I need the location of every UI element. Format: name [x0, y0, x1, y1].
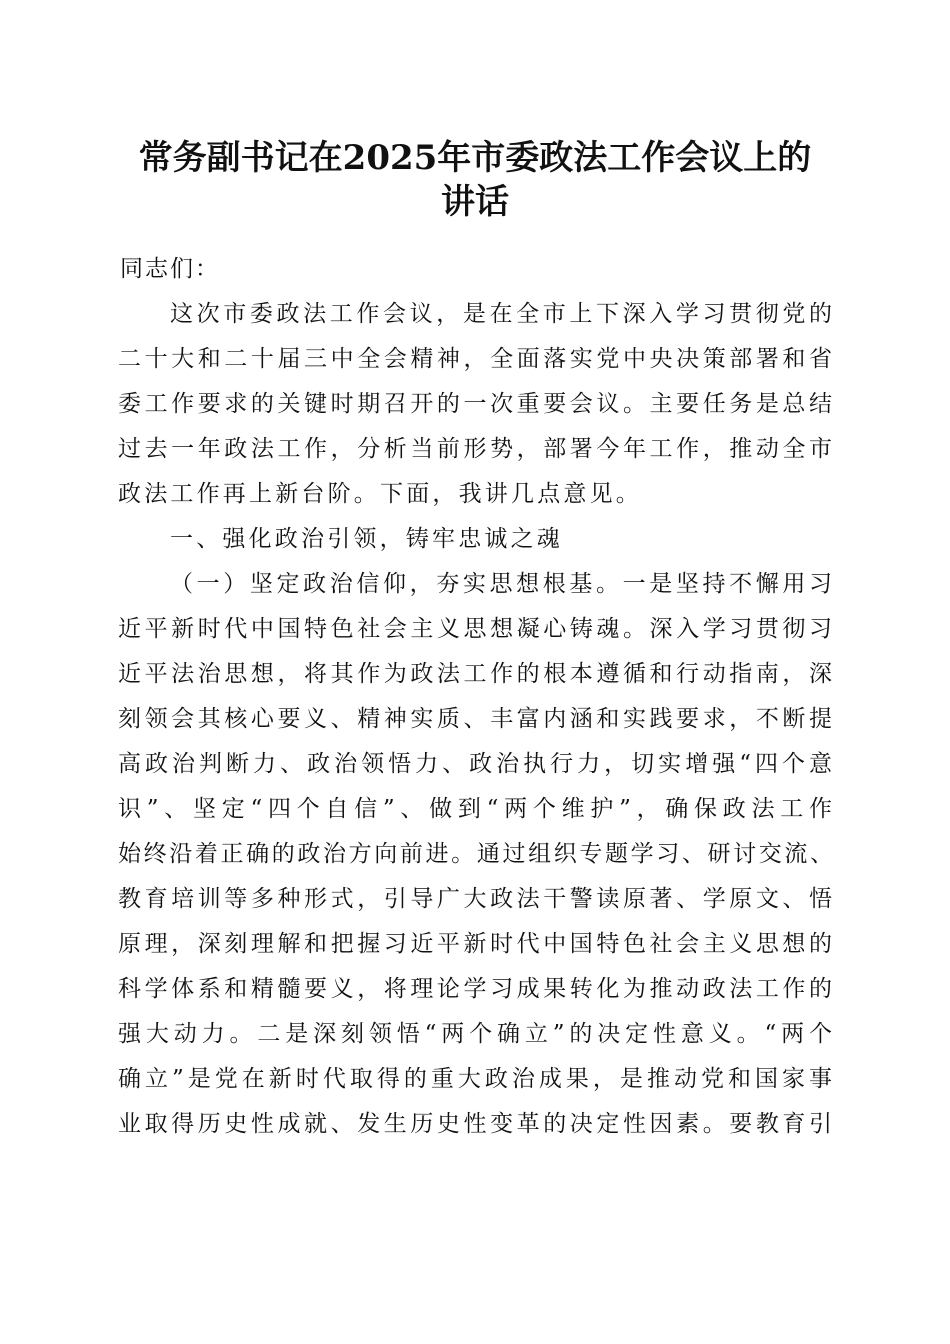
paragraph-1-line: 这次市委政法工作会议，是在全市上下深入学习贯彻党的: [170, 301, 832, 327]
paragraph-1-line: 二十大和二十届三中全会精神，全面落实党中央决策部署和省: [118, 346, 832, 372]
paragraph-2-line: （一）坚定政治信仰，夯实思想根基。一是坚持不懈用习: [170, 571, 832, 597]
paragraph-2-line: 科学体系和精髓要义，将理论学习成果转化为推动政法工作的: [118, 976, 832, 1002]
paragraph-2-line: 确立”是党在新时代取得的重大政治成果，是推动党和国家事: [118, 1066, 832, 1092]
paragraph-2-line: 近平新时代中国特色社会主义思想凝心铸魂。深入学习贯彻习: [118, 616, 832, 642]
paragraph-2-line: 强大动力。二是深刻领悟“两个确立”的决定性意义。“两个: [118, 1021, 832, 1047]
paragraph-1-line: 过去一年政法工作，分析当前形势，部署今年工作，推动全市: [118, 436, 832, 462]
paragraph-2-line: 识”、坚定“四个自信”、做到“两个维护”，确保政法工作: [118, 796, 832, 822]
paragraph-2-line: 原理，深刻理解和把握习近平新时代中国特色社会主义思想的: [118, 931, 832, 957]
document-title-line-1: 常务副书记在2025年市委政法工作会议上的: [138, 138, 812, 178]
paragraph-2-line: 教育培训等多种形式，引导广大政法干警读原著、学原文、悟: [118, 886, 832, 912]
section-heading: 一、强化政治引领，铸牢忠诚之魂: [170, 526, 563, 552]
document-title-line-2: 讲话: [441, 182, 509, 222]
paragraph-2-line: 业取得历史性成就、发生历史性变革的决定性因素。要教育引: [118, 1111, 832, 1137]
paragraph-2-line: 高政治判断力、政治领悟力、政治执行力，切实增强“四个意: [118, 751, 832, 777]
document-body: [118, 247, 832, 1147]
paragraph-2-line: 近平法治思想，将其作为政法工作的根本遵循和行动指南，深: [118, 661, 832, 687]
paragraph-1-line: 委工作要求的关键时期召开的一次重要会议。主要任务是总结: [118, 391, 832, 417]
paragraph-1-line: 政法工作再上新台阶。下面，我讲几点意见。: [118, 481, 642, 507]
paragraph-2-line: 刻领会其核心要义、精神实质、丰富内涵和实践要求，不断提: [118, 706, 832, 732]
paragraph-2-line: 始终沿着正确的政治方向前进。通过组织专题学习、研讨交流、: [118, 841, 832, 867]
salutation: 同志们：: [120, 256, 220, 282]
